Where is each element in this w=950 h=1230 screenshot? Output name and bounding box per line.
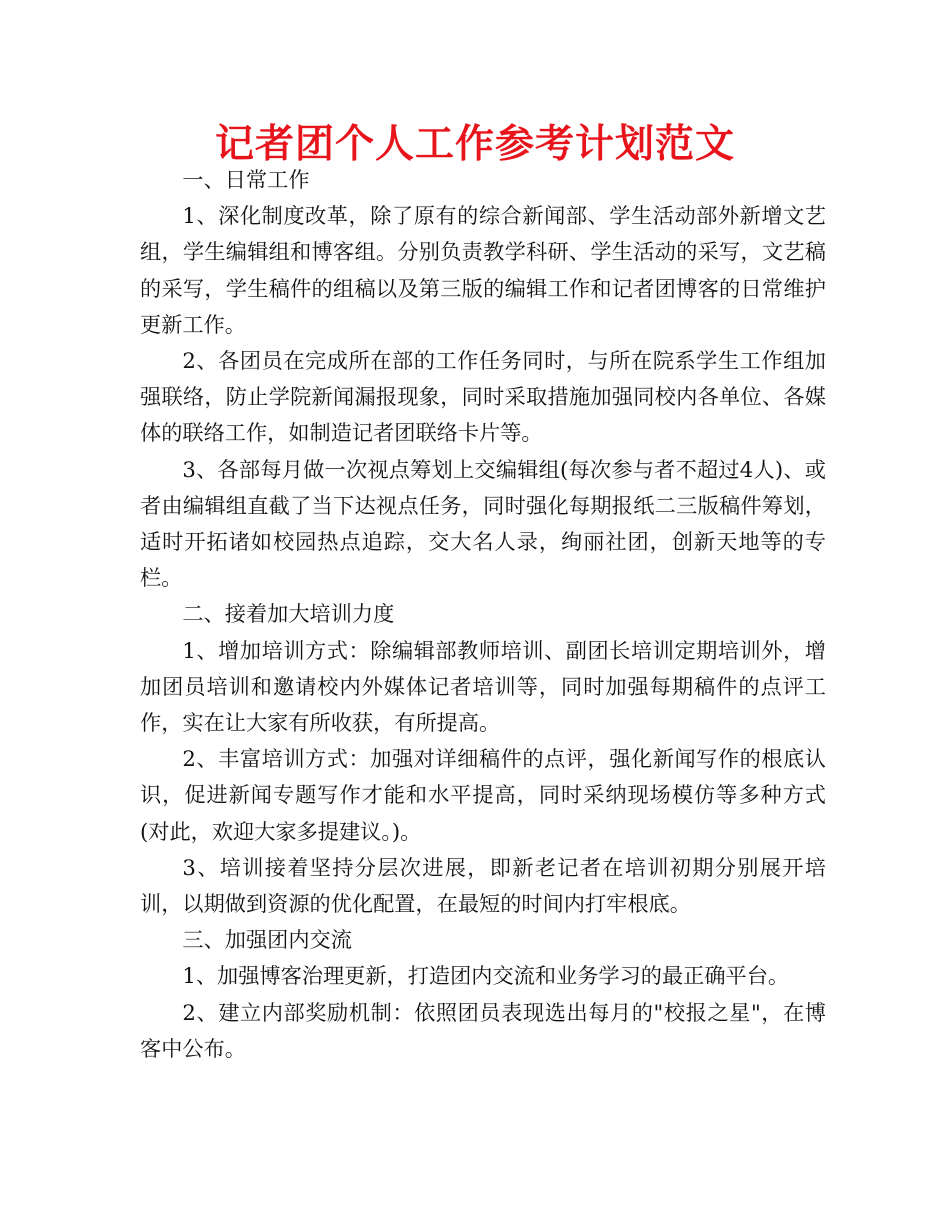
section-heading-daily-work: 一、日常工作 — [182, 167, 310, 192]
paragraph: 3、培训接着坚持分层次进展，即新老记者在培训初期分别展开培训，以期做到资源的优化配置，在最短的时间内打牢根底。 — [140, 854, 826, 917]
section-heading-communication: 三、加强团内交流 — [182, 927, 352, 953]
paragraph: 1、增加培训方式：除编辑部教师培训、副团长培训定期培训外，增加团员培训和邀请校内外媒体记者培训等，同时加强每期稿件的点评工作，实在让大家有所收获，有所提高。 — [140, 637, 826, 736]
paragraph: 2、丰富培训方式：加强对详细稿件的点评，强化新闻写作的根底认识，促进新闻专题写作才能和水平提高，同时采纳现场模仿等多种方式(对此，欢迎大家多提建议。)。 — [140, 746, 826, 844]
paragraph: 2、各团员在完成所在部的工作任务同时，与所在院系学生工作组加强联络，防止学院新闻漏报现象，同时采取措施加强同校内各单位、各媒体的联络工作，如制造记者团联络卡片等。 — [140, 348, 826, 446]
paragraph: 1、深化制度改革，除了原有的综合新闻部、学生活动部外新增文艺组，学生编辑组和博客组。分别负责教学科研、学生活动的采写，文艺稿的采写，学生稿件的组稿以及第三版的编辑工作和记者团博客的日常维护更新工作。 — [140, 203, 826, 337]
document-title: 记者团个人工作参考计划范文 — [214, 122, 735, 167]
paragraph: 1、加强博客治理更新，打造团内交流和业务学习的最正确平台。 — [182, 963, 790, 989]
document-body — [140, 162, 826, 1067]
paragraph: 2、建立内部奖励机制：依照团员表现选出每月的"校报之星"，在博客中公布。 — [140, 999, 826, 1061]
section-heading-training: 二、接着加大培训力度 — [182, 601, 395, 627]
paragraph: 3、各部每月做一次视点筹划上交编辑组(每次参与者不超过4人)、或者由编辑组直截了当下达视点任务，同时强化每期报纸二三版稿件筹划，适时开拓诸如校园热点追踪，交大名人录，绚丽社团，创新天地等的专栏。 — [140, 456, 826, 591]
